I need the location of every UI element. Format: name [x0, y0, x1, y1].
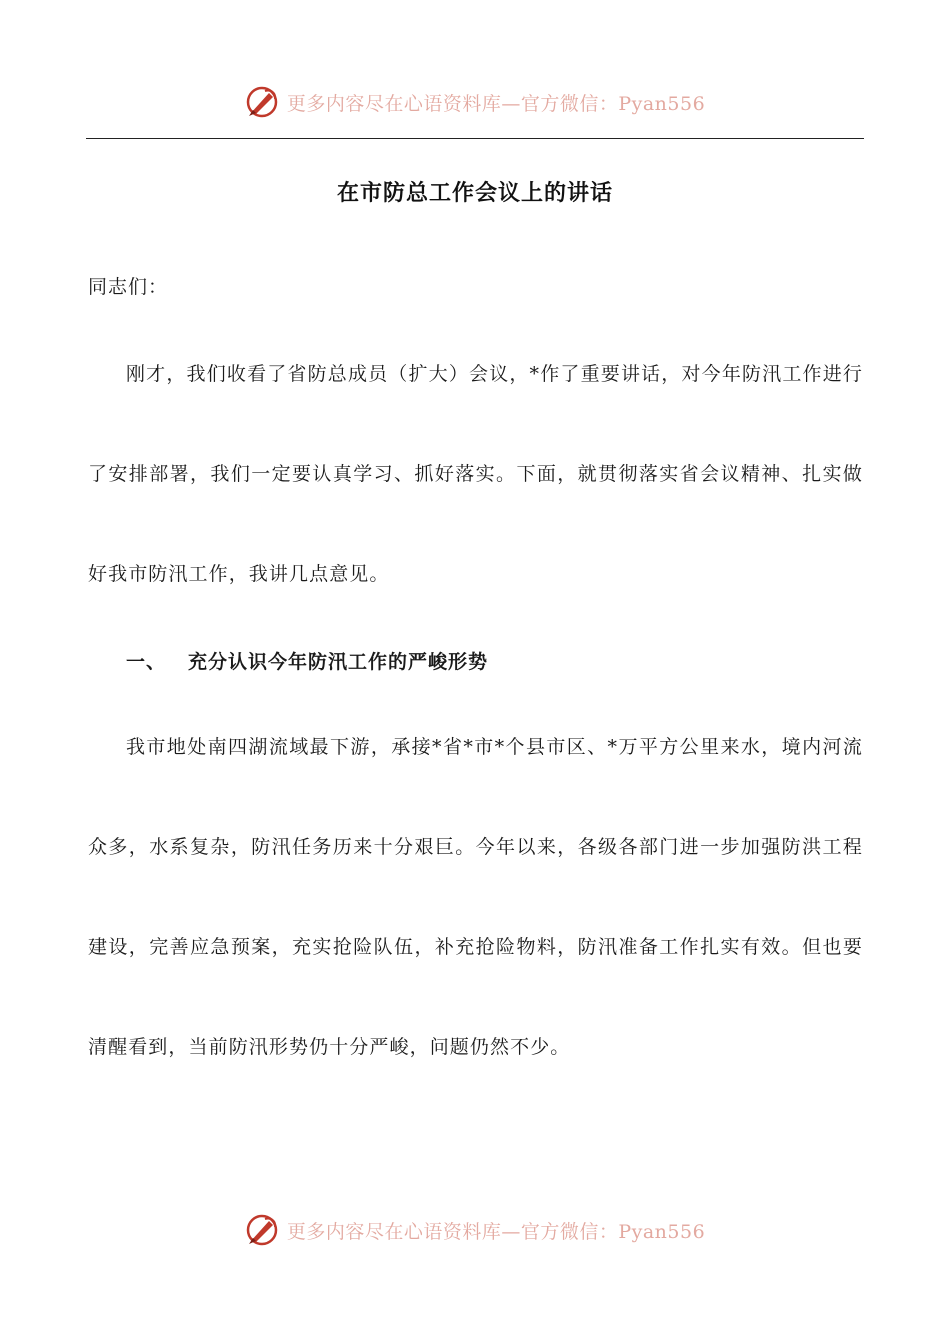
header-banner-text: 更多内容尽在心语资料库—官方微信：Pyan556	[286, 92, 706, 115]
salutation: 同志们：	[88, 276, 169, 298]
footer-banner-text: 更多内容尽在心语资料库—官方微信：Pyan556	[286, 1220, 706, 1243]
header-divider	[86, 138, 864, 139]
section-heading-number: 一、	[126, 651, 167, 673]
footer-banner	[0, 1210, 950, 1250]
paragraph-situation: 我市地处南四湖流域最下游，承接*省*市*个县市区、*万平方公里来水，境内河流众多，水系复杂，防汛任务历来十分艰巨。今年以来，各级各部门进一步加强防洪工程建设，完善应急预案，充实抢险队伍，补充抢险物料，防汛准备工作扎实有效。但也要清醒看到，当前防汛形势仍十分严峻，问题仍然不少。	[88, 736, 863, 1058]
pen-logo-icon	[245, 1213, 279, 1247]
document-title: 在市防总工作会议上的讲话	[336, 180, 613, 206]
header-banner	[0, 82, 950, 122]
paragraph-intro: 刚才，我们收看了省防总成员（扩大）会议，*作了重要讲话，对今年防汛工作进行了安排部署，我们一定要认真学习、抓好落实。下面，就贯彻落实省会议精神、扎实做好我市防汛工作，我讲几点意见。	[88, 363, 863, 585]
section-heading-text: 充分认识今年防汛工作的严峻形势	[188, 651, 489, 673]
section-heading	[126, 647, 488, 674]
pen-logo-icon	[245, 85, 279, 119]
